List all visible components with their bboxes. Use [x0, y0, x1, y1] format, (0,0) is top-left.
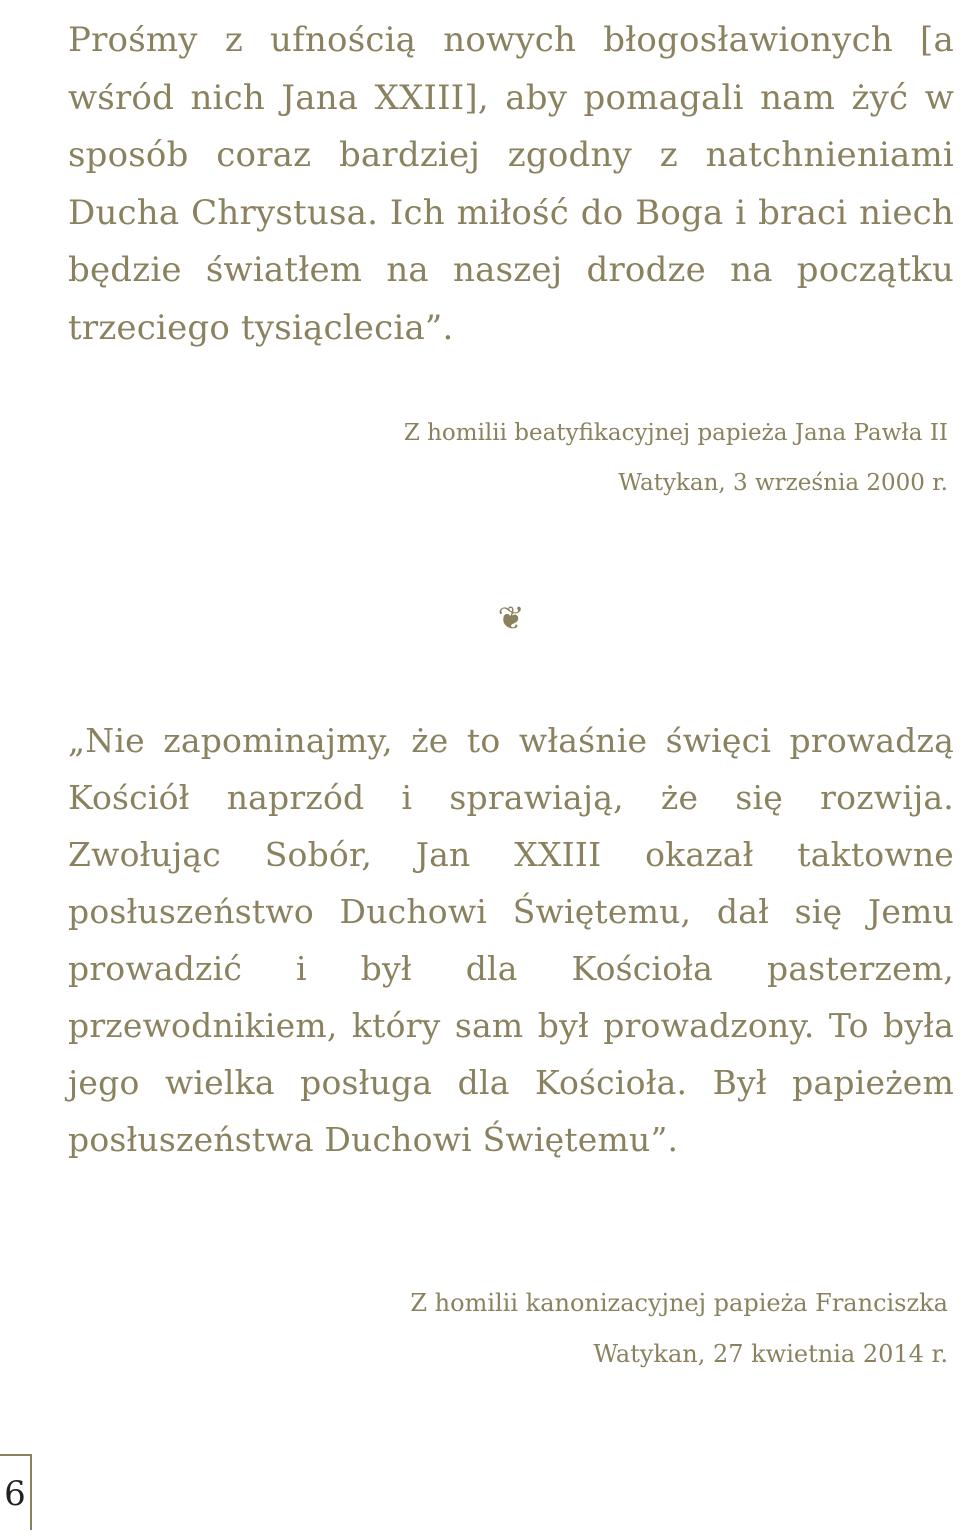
quote-canonization: „Nie zapominajmy, że to właśnie święci prowadzą Kościół naprzód i sprawiają, że się rozwija. Zwołując Sobór, Jan XXIII okazał taktowne posłuszeństwo Duchowi Świętemu, dał się Jemu prowadzić i był dla Kościoła pasterzem, przewodnikiem, który sam był prowadzony. To była jego wielka posługa dla Kościoła. Był papieżem posłuszeństwa Duchowi Świętemu”. — [68, 721, 954, 1159]
attribution-source: Z homilii kanonizacyjnej papieża Franciszka — [410, 1289, 948, 1317]
page-number: 6 — [0, 1454, 32, 1530]
quote-beatification: Prośmy z ufnością nowych błogosławionych [a wśród nich Jana XXIII], aby pomagali nam żyć w sposób coraz bardziej zgodny z natchnieniami Ducha Chrystusa. Ich miłość do Boga i braci niech będzie światłem na naszej drodze na początku trzeciego tysiąclecia”. — [68, 20, 954, 348]
attribution-source: Z homilii beatyfikacyjnej papieża Jana Pawła II — [403, 420, 948, 446]
attribution-date: Watykan, 3 września 2000 r. — [618, 470, 948, 496]
floral-ornament-icon: ❦ — [497, 599, 525, 637]
attribution-beatification — [404, 408, 948, 508]
attribution-canonization — [410, 1278, 948, 1380]
attribution-date: Watykan, 27 kwietnia 2014 r. — [593, 1340, 948, 1368]
document-page — [68, 0, 954, 1530]
